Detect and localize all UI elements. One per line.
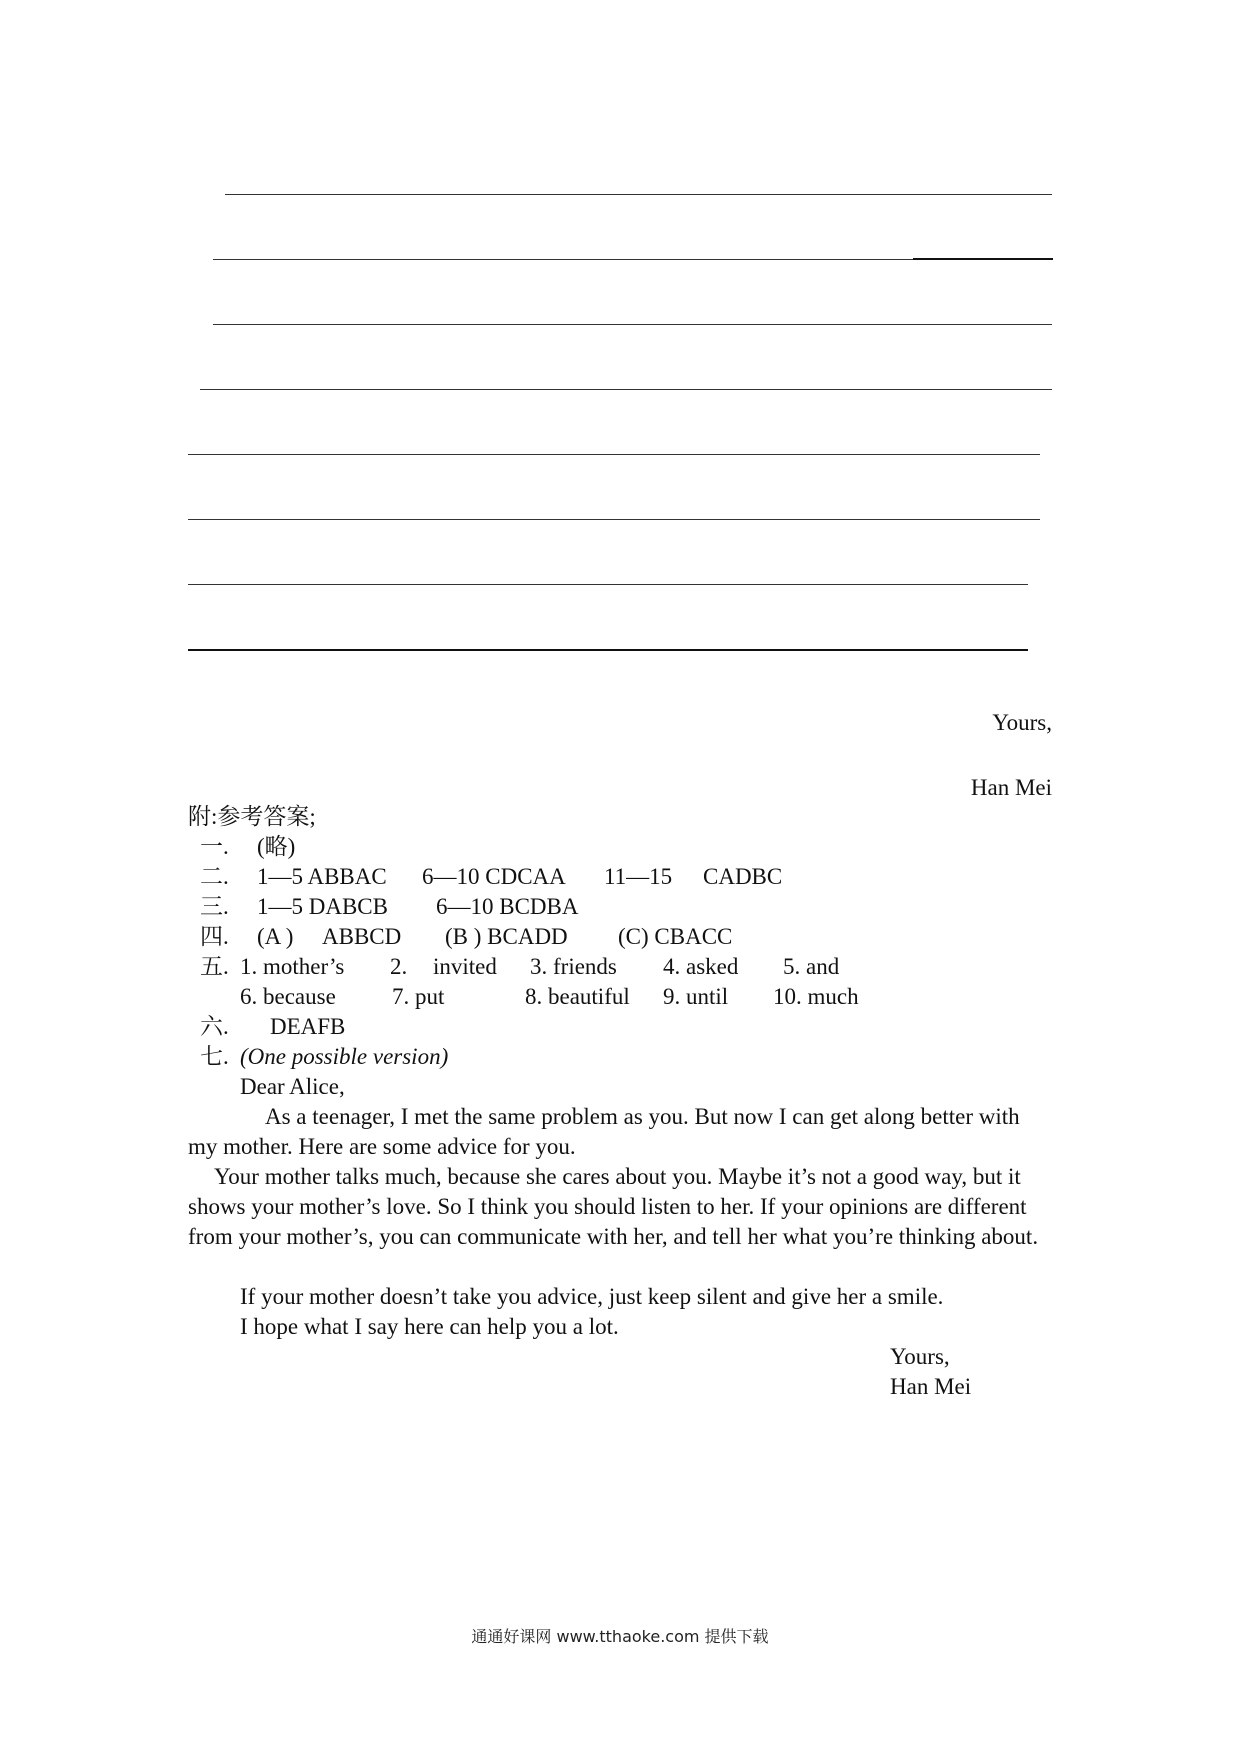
writing-line-8 (188, 649, 1028, 651)
section-number: 一. (200, 834, 229, 859)
answer-item: 6. because (240, 984, 336, 1009)
answer-group: (B ) BCADD (445, 924, 568, 949)
answer-group: (C) CBACC (618, 924, 733, 949)
answer-closing: Yours, (890, 1344, 950, 1369)
writing-line-4 (200, 389, 1052, 390)
section-number: 六. (200, 1014, 229, 1039)
answer-item: 2. (390, 954, 408, 979)
answer-item: 8. beautiful (525, 984, 630, 1009)
letter-paragraph-3: If your mother doesn’t take you advice, just keep silent and give her a smile. (240, 1284, 944, 1309)
section-text: DEAFB (270, 1014, 346, 1039)
answer-item: 4. asked (663, 954, 739, 979)
section-number: 五. (200, 954, 229, 979)
answer-item: 10. much (773, 984, 859, 1009)
section-text: (略) (257, 834, 296, 859)
answer-group: 1—5 DABCB (257, 894, 388, 919)
letter-paragraph-4: I hope what I say here can help you a lot. (240, 1314, 619, 1339)
section-number: 二. (200, 864, 229, 889)
answer-group: CADBC (703, 864, 783, 889)
answer-item: 3. friends (530, 954, 617, 979)
answer-group: ABBCD (322, 924, 402, 949)
section-number: 四. (200, 924, 229, 949)
answer-item: 1. mother’s (240, 954, 345, 979)
writing-line-3 (213, 324, 1052, 325)
section-note: (One possible version) (240, 1044, 449, 1069)
letter-closing: Yours, (992, 710, 1052, 735)
page-footer: 通通好课网 www.tthaoke.com 提供下载 (471, 1627, 769, 1646)
writing-line-5 (188, 454, 1040, 455)
section-number: 七. (200, 1044, 229, 1069)
answer-group: 11—15 (604, 864, 673, 889)
answer-group: (A ) (257, 924, 294, 949)
answer-group: 6—10 CDCAA (422, 864, 566, 889)
answer-item: 7. put (392, 984, 445, 1009)
writing-line-1 (225, 194, 1052, 195)
answer-signature: Han Mei (890, 1374, 972, 1399)
answers-heading: 附:参考答案; (188, 804, 316, 829)
answer-item: 5. and (783, 954, 840, 979)
paragraph-text: As a teenager, I met the same problem as you. But now I can get along better with my mother. Here are some advice for you. (188, 1104, 1020, 1159)
letter-paragraph-1 (188, 1102, 1048, 1162)
answer-group: 6—10 BCDBA (436, 894, 579, 919)
writing-line-6 (188, 519, 1040, 520)
answer-item: invited (433, 954, 497, 979)
writing-line-7 (188, 584, 1028, 585)
answer-item: 9. until (663, 984, 729, 1009)
letter-paragraph-2 (188, 1162, 1048, 1252)
paragraph-text: Your mother talks much, because she cares about you. Maybe it’s not a good way, but it shows your mother’s love. So I think you should listen to her. If your opinions are different from your mother’s, you can communicate with her, and tell her what you’re thinking about. (188, 1164, 1039, 1249)
section-number: 三. (200, 894, 229, 919)
answer-group: 1—5 ABBAC (257, 864, 387, 889)
writing-line-2 (213, 259, 1053, 260)
letter-salutation: Dear Alice, (240, 1074, 345, 1099)
letter-signature: Han Mei (970, 775, 1052, 800)
